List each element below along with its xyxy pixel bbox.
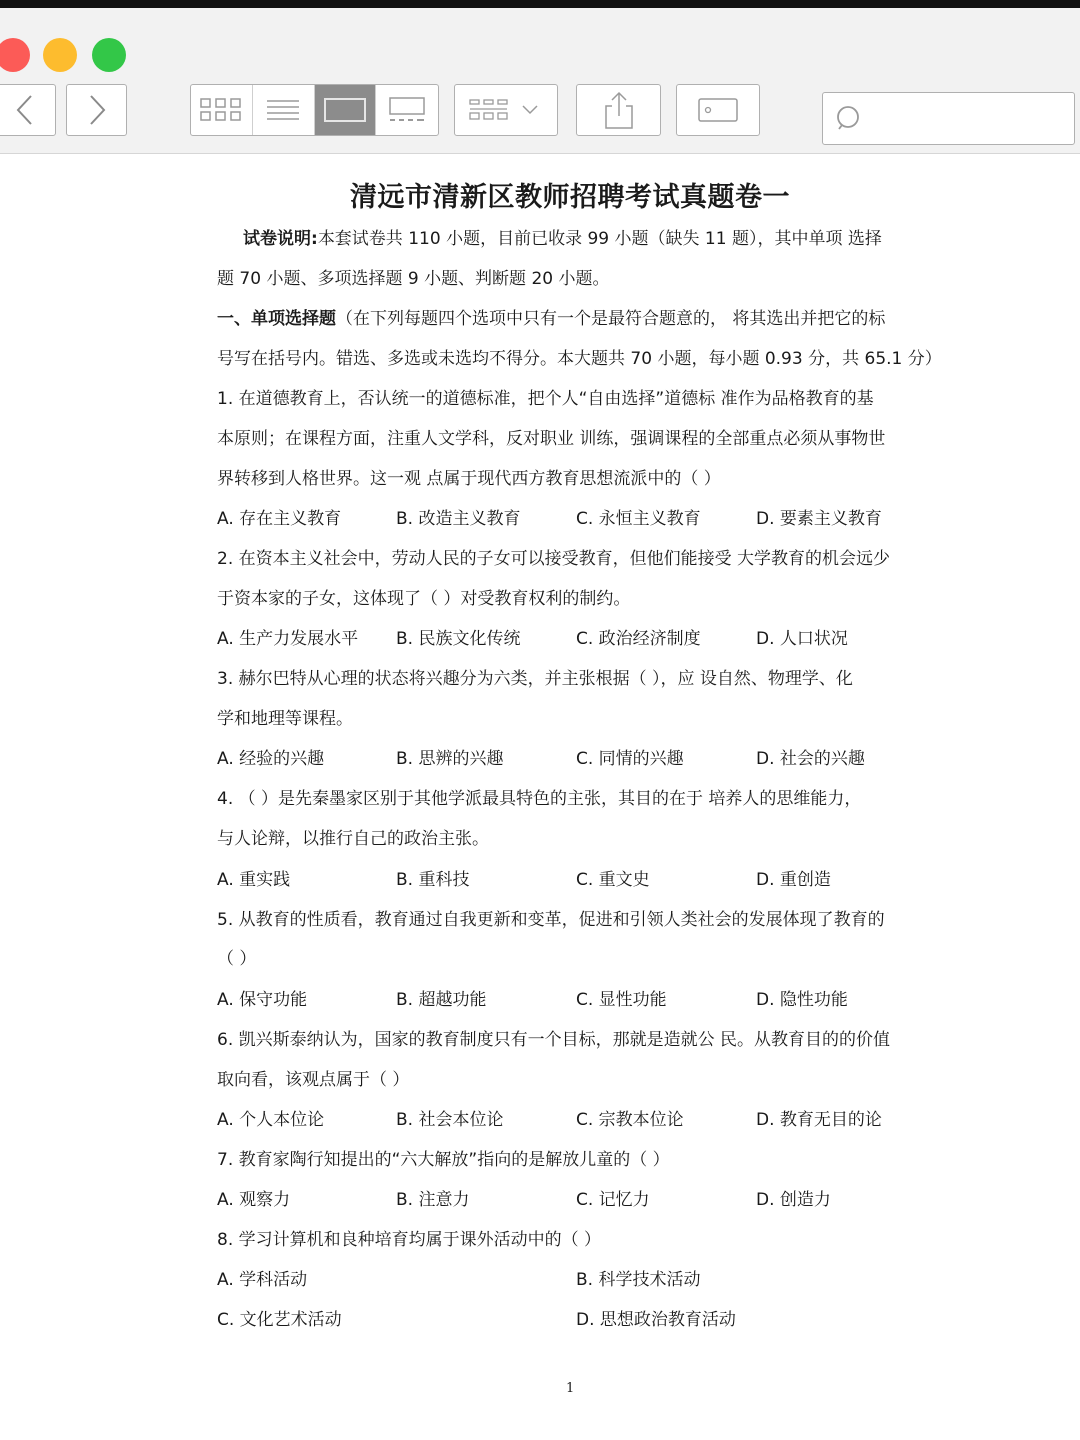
q6-option-c: C. 宗教本位论	[576, 1110, 684, 1130]
column-view-icon	[323, 96, 367, 124]
q3-option-b: B. 思辨的兴趣	[396, 749, 504, 769]
window-toolbar	[0, 8, 1080, 154]
arrange-menu-button[interactable]	[454, 84, 558, 136]
view-mode-segmented-control	[190, 84, 439, 136]
grid-arrange-icon	[469, 99, 509, 121]
q8-option-a: A. 学科活动	[217, 1270, 308, 1290]
section-heading-line	[217, 307, 885, 331]
back-button[interactable]	[0, 84, 56, 136]
question-4-line-1: 4. （ ）是先秦墨家区别于其他学派最具特色的主张，其目的在于 培养人的思维能力，	[217, 789, 862, 809]
q5-option-a: A. 保守功能	[217, 990, 308, 1010]
q1-option-a: A. 存在主义教育	[217, 509, 342, 529]
q4-option-a: A. 重实践	[217, 870, 291, 890]
q2-option-c: C. 政治经济制度	[576, 629, 701, 649]
question-1-line-3: 界转移到人格世界。这一观 点属于现代西方教育思想流派中的（ ）	[217, 469, 721, 489]
forward-button[interactable]	[66, 84, 127, 136]
q8-option-d: D. 思想政治教育活动	[576, 1310, 736, 1330]
share-icon	[602, 90, 636, 130]
q4-option-b: B. 重科技	[396, 870, 470, 890]
question-7-line-1: 7. 教育家陶行知提出的“六大解放”指向的是解放儿童的（ ）	[217, 1150, 670, 1170]
icon-view-icon	[199, 97, 243, 123]
q4-option-c: C. 重文史	[576, 870, 650, 890]
q6-option-d: D. 教育无目的论	[756, 1110, 882, 1130]
question-5-line-1: 5. 从教育的性质看，教育通过自我更新和变革，促进和引领人类社会的发展体现了教育的	[217, 910, 885, 930]
question-5-line-2: （ ）	[217, 949, 257, 969]
chevron-down-icon	[517, 102, 543, 118]
section-line-2: 号写在括号内。错选、多选或未选均不得分。本大题共 70 小题，每小题 0.93 分，共 65.1 分）	[217, 349, 942, 369]
intro-label: 试卷说明:	[243, 229, 318, 249]
q4-option-d: D. 重创造	[756, 870, 831, 890]
question-1-line-1: 1. 在道德教育上，否认统一的道德标准，把个人“自由选择”道德标 准作为品格教育的基	[217, 389, 874, 409]
q3-option-c: C. 同情的兴趣	[576, 749, 684, 769]
question-3-line-1: 3. 赫尔巴特从心理的状态将兴趣分为六类，并主张根据（ ），应 设自然、物理学、化	[217, 669, 853, 689]
question-8-line-1: 8. 学习计算机和良种培育均属于课外活动中的（ ）	[217, 1230, 602, 1250]
q2-option-a: A. 生产力发展水平	[217, 629, 359, 649]
q6-option-b: B. 社会本位论	[396, 1110, 504, 1130]
q8-option-b: B. 科学技术活动	[576, 1270, 701, 1290]
chevron-right-icon	[85, 93, 109, 127]
intro-line	[243, 227, 882, 251]
question-6-line-1: 6. 凯兴斯泰纳认为，国家的教育制度只有一个目标，那就是造就公 民。从教育目的的价值	[217, 1030, 891, 1050]
list-view-icon	[265, 98, 301, 122]
q1-option-c: C. 永恒主义教育	[576, 509, 701, 529]
question-6-line-2: 取向看，该观点属于（ ）	[217, 1070, 410, 1090]
question-4-line-2: 与人论辩，以推行自己的政治主张。	[217, 829, 489, 849]
column-view-button[interactable]	[315, 85, 377, 135]
intro-line-2: 题 70 小题、多项选择题 9 小题、判断题 20 小题。	[217, 269, 610, 289]
q5-option-d: D. 隐性功能	[756, 990, 848, 1010]
q2-option-b: B. 民族文化传统	[396, 629, 521, 649]
question-2-line-1: 2. 在资本主义社会中，劳动人民的子女可以接受教育，但他们能接受 大学教育的机会远少	[217, 549, 891, 569]
list-view-button[interactable]	[253, 85, 315, 135]
chevron-left-icon	[13, 93, 37, 127]
search-field[interactable]	[822, 92, 1075, 145]
q5-option-b: B. 超越功能	[396, 990, 487, 1010]
close-window-button[interactable]	[0, 38, 30, 72]
question-2-line-2: 于资本家的子女，这体现了（ ）对受教育权利的制约。	[217, 589, 631, 609]
gallery-view-button[interactable]	[376, 85, 438, 135]
maximize-window-button[interactable]	[92, 38, 126, 72]
q1-option-d: D. 要素主义教育	[756, 509, 882, 529]
q2-option-d: D. 人口状况	[756, 629, 848, 649]
question-3-line-2: 学和地理等课程。	[217, 709, 353, 729]
q6-option-a: A. 个人本位论	[217, 1110, 325, 1130]
q8-option-c: C. 文化艺术活动	[217, 1310, 342, 1330]
section-text: （在下列每题四个选项中只有一个是最符合题意的， 将其选出并把它的标	[336, 309, 886, 329]
q1-option-b: B. 改造主义教育	[396, 509, 521, 529]
search-icon	[835, 104, 865, 134]
section-label: 一、单项选择题	[217, 309, 336, 329]
q5-option-c: C. 显性功能	[576, 990, 667, 1010]
search-input[interactable]	[869, 101, 1065, 135]
q3-option-d: D. 社会的兴趣	[756, 749, 865, 769]
tag-icon	[696, 96, 740, 124]
q7-option-c: C. 记忆力	[576, 1190, 650, 1210]
icon-view-button[interactable]	[191, 85, 253, 135]
tag-button[interactable]	[676, 84, 760, 136]
screen-top-edge	[0, 0, 1080, 8]
question-1-line-2: 本原则；在课程方面，注重人文学科，反对职业 训练，强调课程的全部重点必须从事物世	[217, 429, 886, 449]
q3-option-a: A. 经验的兴趣	[217, 749, 325, 769]
intro-text: 本套试卷共 110 小题，目前已收录 99 小题（缺失 11 题），其中单项 选择	[317, 229, 882, 249]
page-number: 1	[566, 1381, 575, 1396]
share-button[interactable]	[576, 84, 661, 136]
q7-option-b: B. 注意力	[396, 1190, 470, 1210]
gallery-view-icon	[387, 96, 427, 124]
minimize-window-button[interactable]	[43, 38, 77, 72]
q7-option-d: D. 创造力	[756, 1190, 831, 1210]
document-page	[0, 155, 1080, 1440]
q7-option-a: A. 观察力	[217, 1190, 291, 1210]
document-title: 清远市清新区教师招聘考试真题卷一	[350, 182, 790, 213]
